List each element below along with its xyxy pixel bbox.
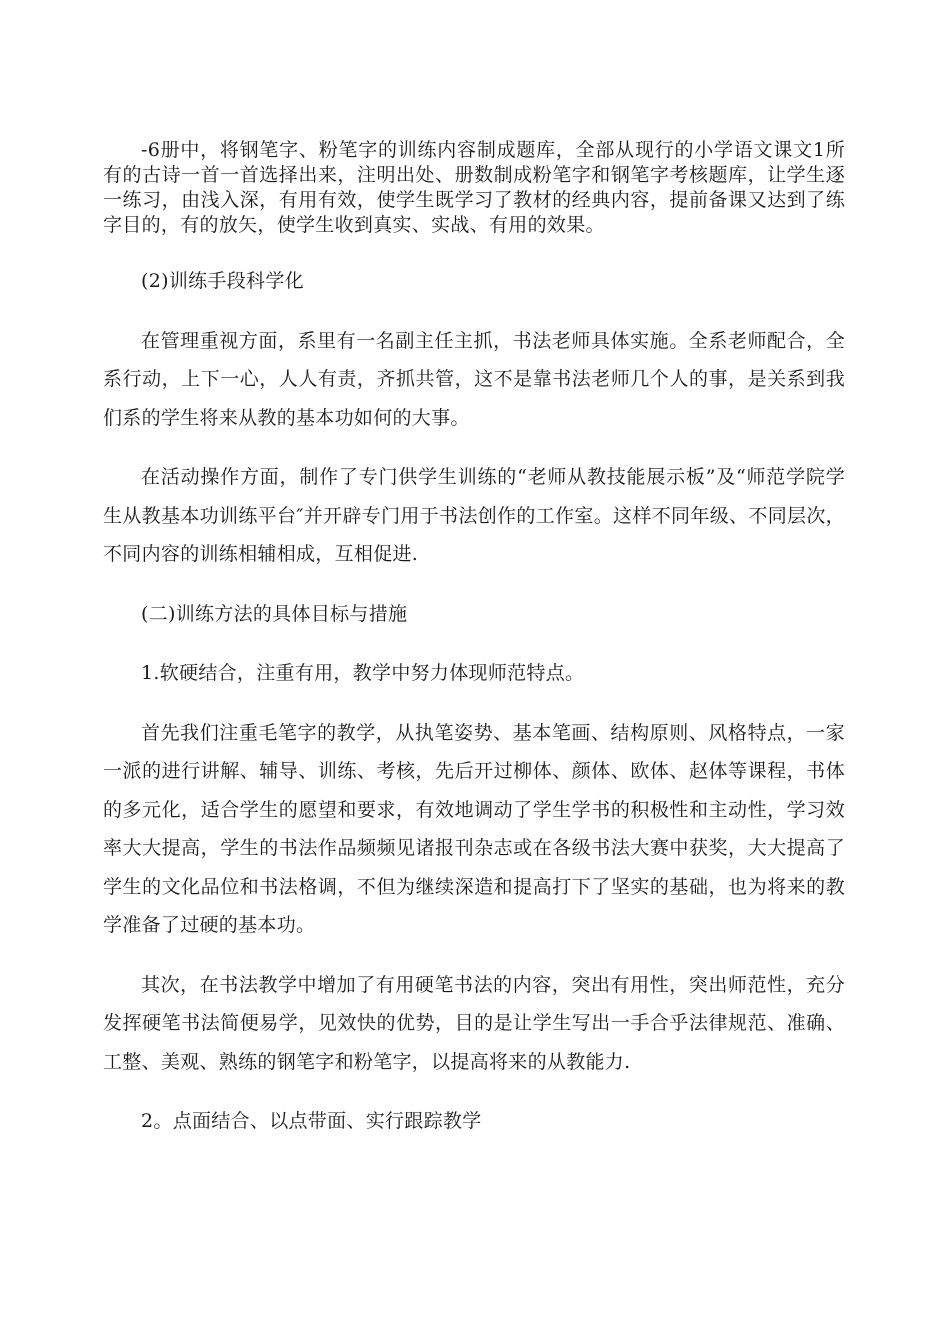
heading-training-means: (2)训练手段科学化: [141, 270, 304, 292]
heading-point-one: 1.软硬结合，注重有用，教学中努力体现师范特点。: [141, 662, 585, 684]
heading-training-goals: (二)训练方法的具体目标与措施: [141, 602, 408, 625]
paragraph-question-bank: -6册中，将钢笔字、粉笔字的训练内容制成题库，全部从现行的小学语文课文1所有的古诗一首一首选择出来，注明出处、册数制成粉笔字和钢笔字考核题库，让学生逐一练习，由浅入深，有用有效，使学生既学习了教材的经典内容，提前备课又达到了练字目的，有的放矢，使学生收到真实、实战、有用的效果。: [103, 139, 845, 236]
paragraph-management: 在管理重视方面，系里有一名副主任主抓，书法老师具体实施。全系老师配合，全系行动，上下一心，人人有责，齐抓共管，这不是靠书法老师几个人的事，是关系到我们系的学生将来从教的基本功如何的大事。: [103, 329, 845, 429]
paragraph-hard-pen: 其次，在书法教学中增加了有用硬笔书法的内容，突出有用性，突出师范性，充分发挥硬笔书法简便易学，见效快的优势，目的是让学生写出一手合乎法律规范、准确、工整、美观、熟练的钢笔字和粉笔字，以提高将来的从教能力.: [103, 973, 845, 1073]
document-page: [103, 138, 845, 1141]
paragraph-activities: 在活动操作方面，制作了专门供学生训练的“老师从教技能展示板”及“师范学院学生从教基本功训练平台″并开辟专门用于书法创作的工作室。这样不同年级、不同层次，不同内容的训练相辅相成，互相促进.: [103, 466, 845, 565]
heading-point-two: 2。点面结合、以点带面、实行跟踪教学: [141, 1110, 482, 1132]
paragraph-brush-calligraphy: 首先我们注重毛笔字的教学，从执笔姿势、基本笔画、结构原则、风格特点，一家一派的进行讲解、辅导、训练、考核，先后开过柳体、颜体、欧体、赵体等课程，书体的多元化，适合学生的愿望和要求，有效地调动了学生学书的积极性和主动性，学习效率大大提高，学生的书法作品频频见诸报刊杂志或在各级书法大赛中获奖，大大提高了学生的文化品位和书法格调，不但为继续深造和提高打下了坚实的基础，也为将来的教学准备了过硬的基本功。: [103, 721, 845, 936]
